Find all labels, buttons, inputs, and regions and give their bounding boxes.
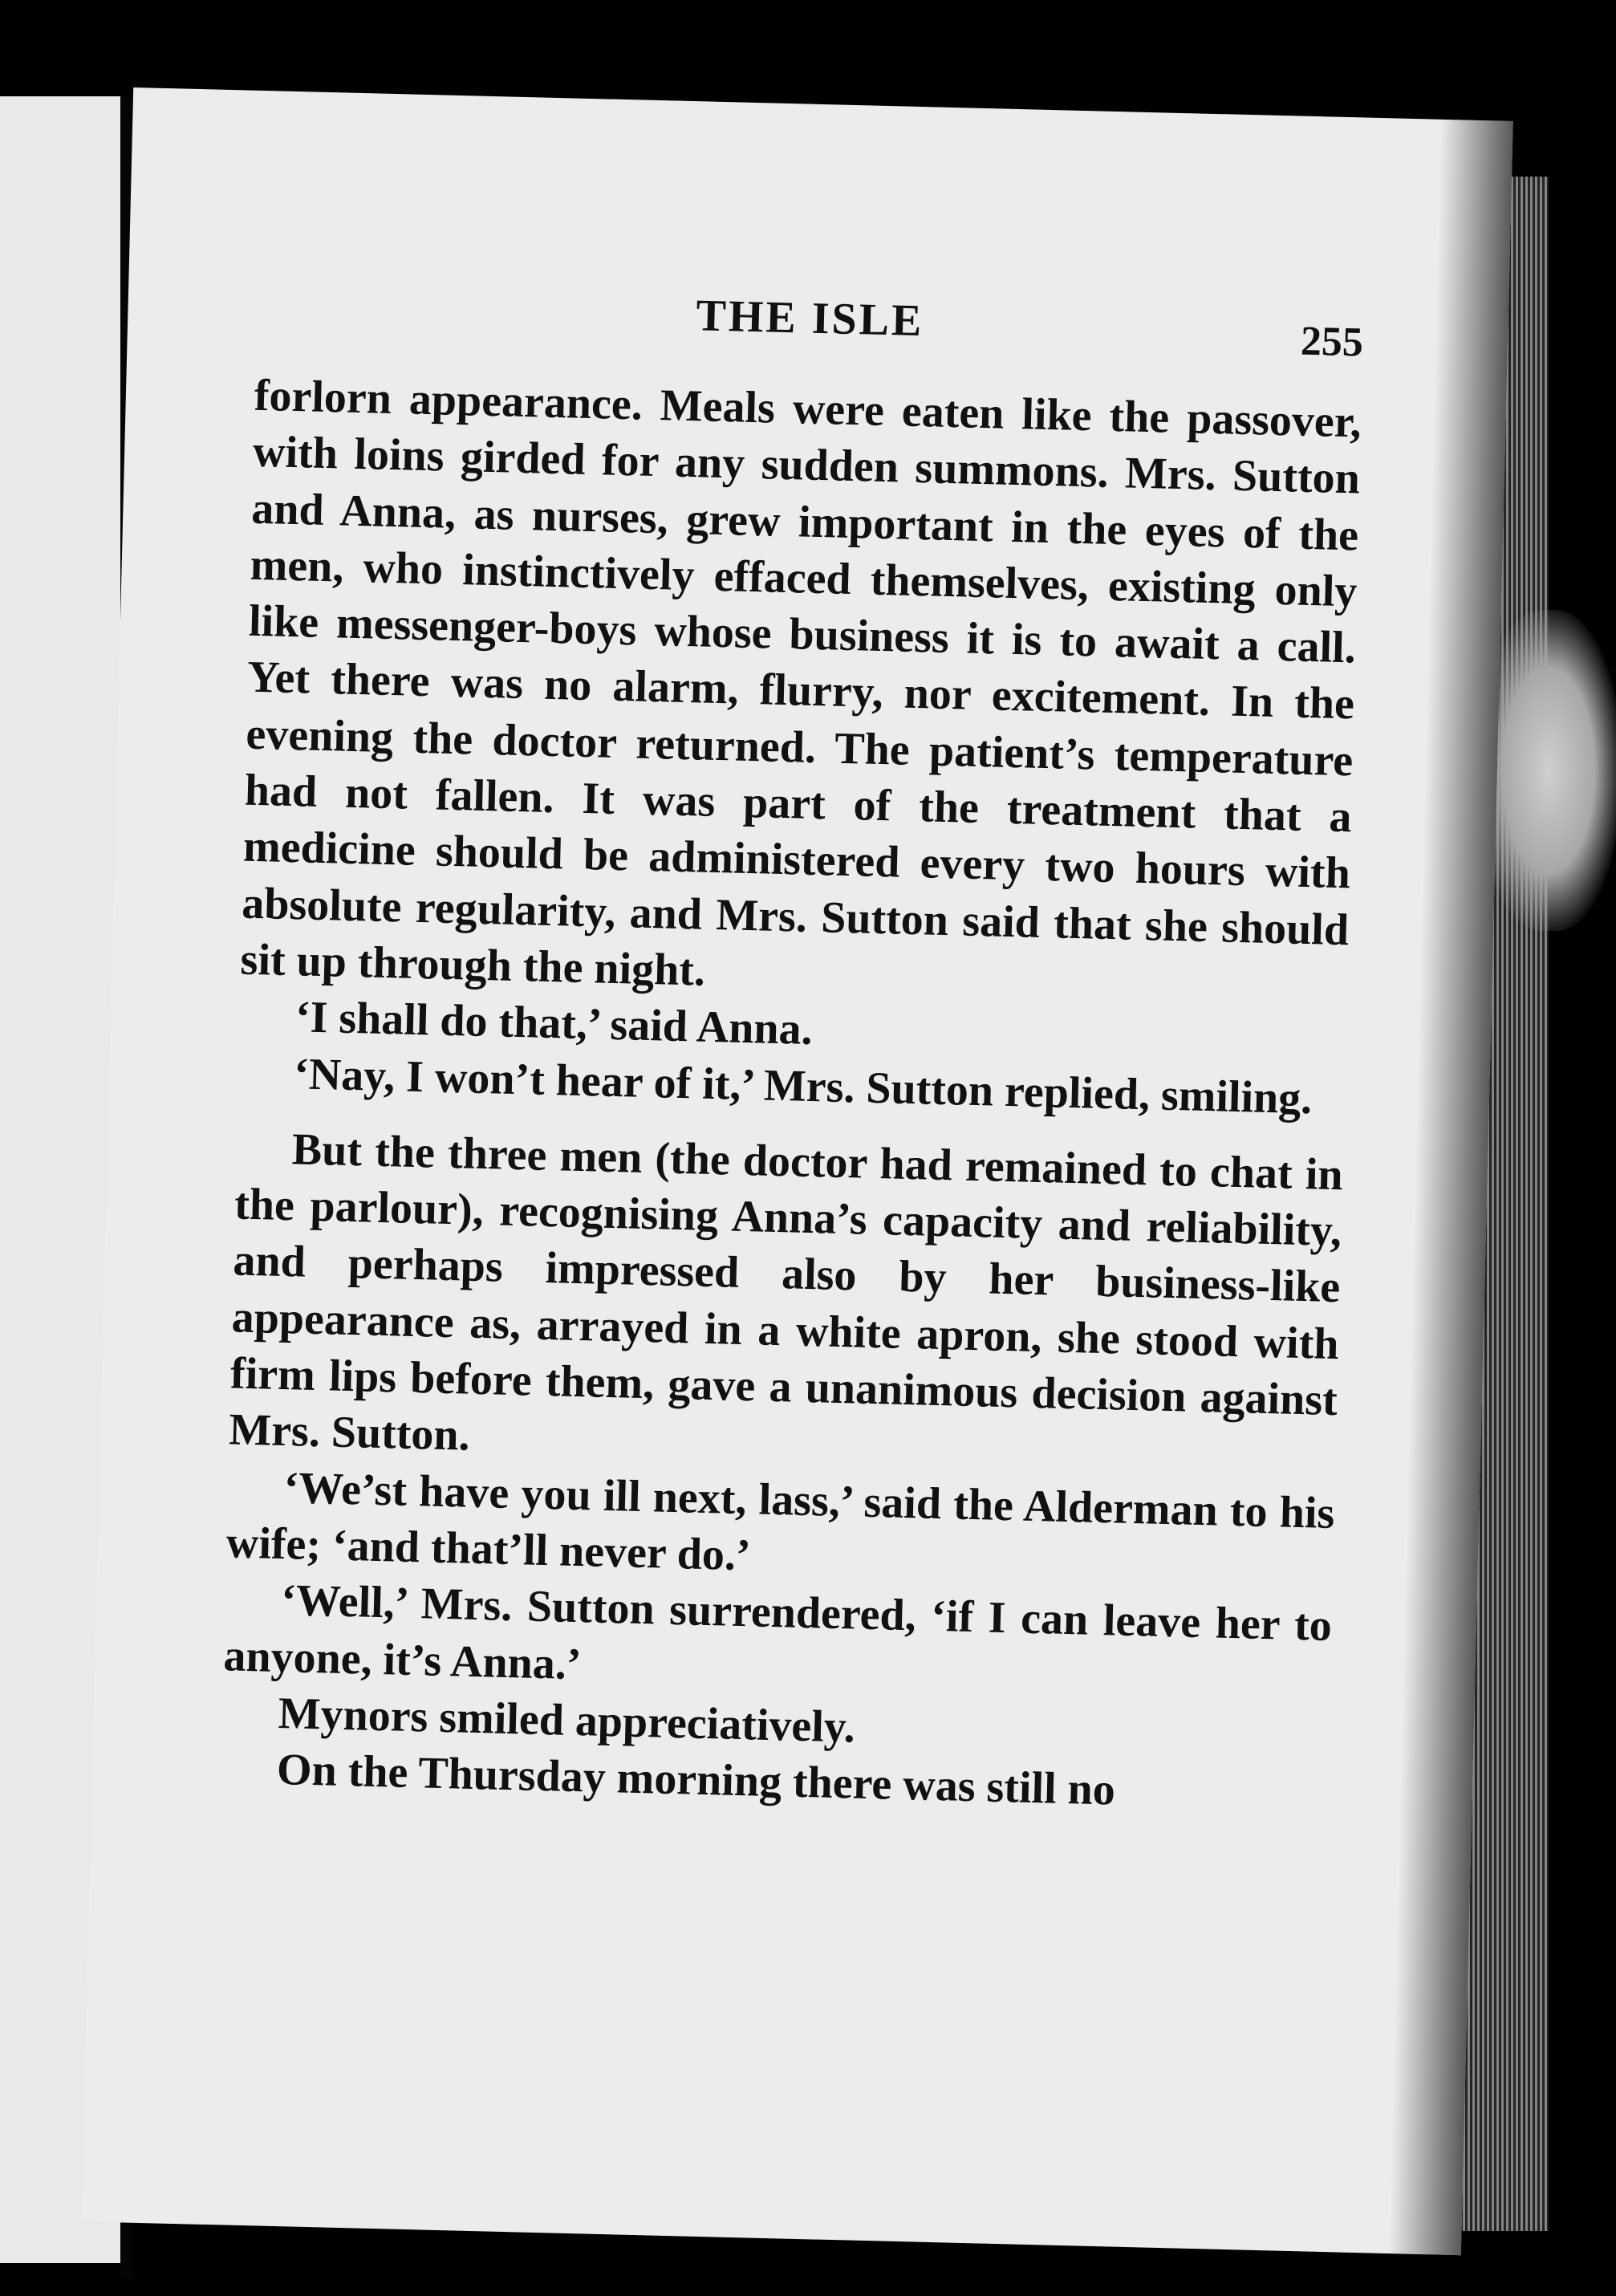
paragraph: But the three men (the doctor had remained to chat in the parlour), recognising Anna’s capacity and reliability, and perhaps impressed also by her business-like appearance as, arrayed in a white apron, she stood with firm lips before them, gave a unanimous decision against Mrs. Sutton.: [228, 1124, 1344, 1461]
paragraph: forlorn appearance. Meals were eaten like the passover, with loins girded for any sudden summons. Mrs. Sutton and Anna, as nurses, grew important in the eyes of the men, who instinctively effaced themselves, existing only like messenger-boys whose business it is to await a call. Yet there was no alarm, flurry, nor excitement. In the evening the doctor returned. The patient’s temperature had not fallen. It was part of the treatment that a medicine should be administered every two hours with absolute regularity, and Mrs. Sutton said that she should sit up through the night.: [239, 370, 1362, 996]
body-text: [220, 368, 1362, 1824]
page-header: [255, 279, 1364, 379]
paragraph: On the Thursday morning there was still no: [276, 1745, 1116, 1815]
book-page: [81, 87, 1512, 2255]
paragraph: ‘We’st have you ill next, lass,’ said the Alderman to his wife; ‘and that’ll never do.’: [225, 1462, 1336, 1581]
page-number: 255: [1300, 318, 1364, 366]
running-title: THE ISLE: [695, 291, 925, 347]
paragraph: ‘Well,’ Mrs. Sutton surrendered, ‘if I can leave her to anyone, it’s Anna.’: [222, 1575, 1333, 1689]
paragraph: ‘Nay, I won’t hear of it,’ Mrs. Sutton replied, smiling.: [293, 1048, 1314, 1124]
paragraph: Mynors smiled appreciatively.: [278, 1688, 856, 1753]
paragraph: ‘I shall do that,’ said Anna.: [294, 992, 814, 1055]
